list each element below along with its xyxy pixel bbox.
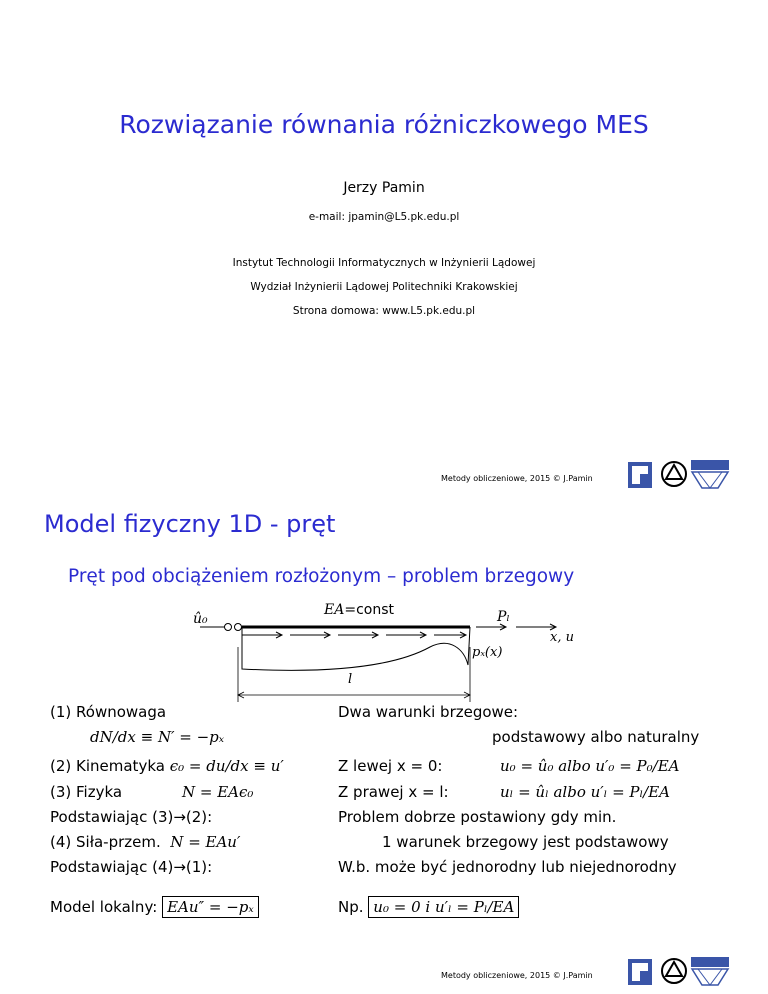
length-label: l <box>348 672 353 687</box>
local-model-row: Model lokalny: EAu″ = −pₓ <box>50 898 259 916</box>
right-bc-eq: uₗ = ûₗ albo u′ₗ = Pₗ/EA <box>500 783 670 801</box>
author-name: Jerzy Pamin <box>343 180 425 196</box>
well-posed-line: Problem dobrze postawiony gdy min. <box>338 808 617 826</box>
institute-name: Instytut Technologii Informatycznych w Inżynierii Lądowej <box>232 257 536 269</box>
substitution-1: Podstawiając (3)→(2): <box>50 808 213 826</box>
load-curve <box>242 627 470 670</box>
footer-text: Metody obliczeniowe, 2015 © J.Pamin <box>441 971 593 980</box>
l5-logo-icon <box>659 459 689 489</box>
dim-line <box>238 692 470 698</box>
left-bc-eq: u₀ = û₀ albo u′₀ = P₀/EA <box>500 757 680 775</box>
homepage: Strona domowa: www.L5.pk.edu.pl <box>292 305 476 317</box>
u0-label: û₀ <box>193 611 208 627</box>
physics-eq: N = EAϵ₀ <box>182 783 254 801</box>
support-hinge-left <box>225 624 232 631</box>
pl-label: Pₗ <box>497 609 510 625</box>
equilibrium-eq: dN/dx ≡ N′ = −pₓ <box>90 728 225 746</box>
support-hinge-right <box>235 624 242 631</box>
content-slide <box>0 497 768 994</box>
axis-label: x, u <box>550 630 574 645</box>
ea-label: EA=const <box>324 602 394 618</box>
faculty-name: Wydział Inżynierii Lądowej Politechniki Krakowskiej <box>250 281 518 293</box>
example-row: Np. u₀ = 0 i u′ₗ = Pₗ/EA <box>338 898 519 916</box>
author-email: e-mail: jpamin@L5.pk.edu.pl <box>308 211 460 223</box>
essential-bc-line: 1 warunek brzegowy jest podstawowy <box>382 833 669 851</box>
physics-label: (3) Fizyka <box>50 783 123 801</box>
bc-subheading: podstawowy albo naturalny <box>492 728 700 746</box>
pk-logo-icon <box>626 460 654 490</box>
kinematics-row: (2) Kinematyka ϵ₀ = du/dx ≡ u′ <box>50 757 284 775</box>
presentation-title: Rozwiązanie równania różniczkowego MES <box>119 110 649 139</box>
slide-subtitle: Pręt pod obciążeniem rozłożonym – problem brzegowy <box>68 566 575 587</box>
local-model-eq: EAu″ = −pₓ <box>162 896 259 918</box>
l5-logo-icon <box>659 956 689 986</box>
distributed-load-arrows <box>242 632 466 638</box>
left-bc-label: Z lewej x = 0: <box>338 757 443 775</box>
itwil-logo-icon <box>690 955 730 987</box>
px-label: pₓ(x) <box>472 645 503 660</box>
slide-title: Model fizyczny 1D - pręt <box>44 510 336 538</box>
footer-text: Metody obliczeniowe, 2015 © J.Pamin <box>441 474 593 483</box>
equilibrium-label: (1) Równowaga <box>50 703 167 721</box>
example-eq: u₀ = 0 i u′ₗ = Pₗ/EA <box>368 896 519 918</box>
force-displacement-row: (4) Siła-przem. N = EAu′ <box>50 833 241 851</box>
bar-diagram <box>180 607 580 707</box>
pk-logo-icon <box>626 957 654 987</box>
itwil-logo-icon <box>690 458 730 490</box>
substitution-2: Podstawiając (4)→(1): <box>50 858 213 876</box>
bc-heading: Dwa warunki brzegowe: <box>338 703 519 721</box>
right-bc-label: Z prawej x = l: <box>338 783 449 801</box>
homogeneity-line: W.b. może być jednorodny lub niejednorodny <box>338 858 677 876</box>
